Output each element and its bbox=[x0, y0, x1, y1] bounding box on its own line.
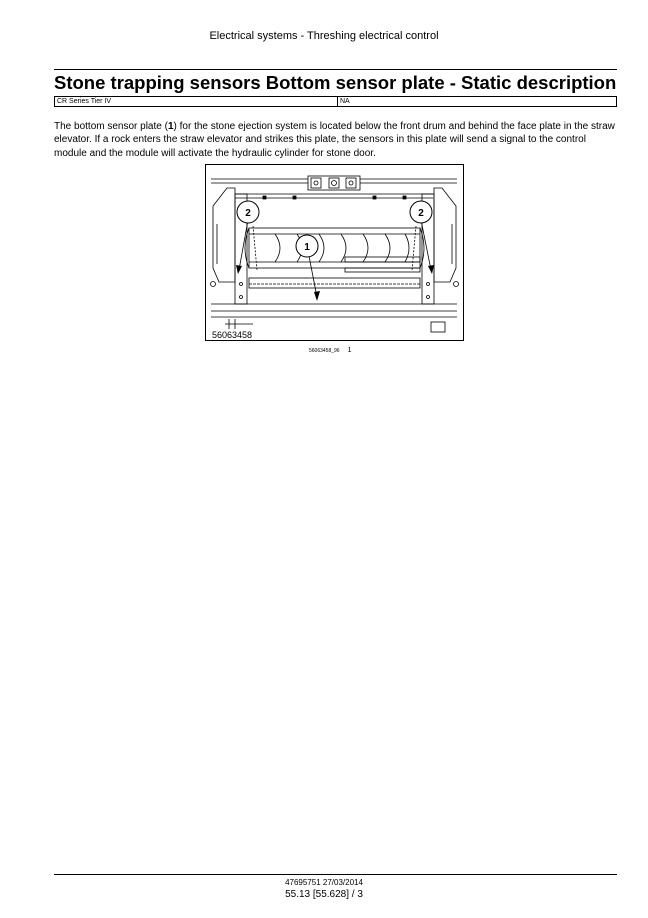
paragraph-ref: 1 bbox=[167, 121, 174, 132]
footer-doc-ref: 47695751 27/03/2014 bbox=[285, 878, 363, 887]
paragraph-part1: The bottom sensor plate ( bbox=[54, 121, 168, 132]
region-cell: NA bbox=[340, 98, 350, 105]
sensor-plate-figure bbox=[205, 164, 464, 341]
footer-rule bbox=[54, 874, 617, 875]
callout-1 bbox=[296, 235, 318, 257]
applicability-table bbox=[54, 96, 617, 107]
paragraph-part2: ) for the stone ejection system is located below the front drum and behind the face plate in the straw elevator. If a rock enters the straw elevator and strikes this plate, the sensors in this plate will send a signal to the control module and the module will activate the hydraulic cylinder for stone door. bbox=[54, 121, 615, 159]
callout-2-left bbox=[237, 201, 259, 223]
image-number: 56063458 bbox=[212, 330, 253, 340]
svg-text:2: 2 bbox=[245, 208, 251, 219]
svg-text:2: 2 bbox=[418, 208, 424, 219]
description-paragraph bbox=[54, 120, 619, 160]
sensor-plate-illustration bbox=[205, 164, 464, 341]
figure-caption-id: 56063458_96 bbox=[309, 348, 340, 354]
footer-page-number: 55.13 [55.628] / 3 bbox=[285, 889, 363, 900]
figure-caption-number: 1 bbox=[347, 347, 352, 354]
running-header: Electrical systems - Threshing electrical control bbox=[209, 30, 439, 42]
title-rule bbox=[54, 69, 617, 70]
figure-caption bbox=[309, 347, 352, 354]
model-cell: CR Series Tier IV bbox=[55, 97, 338, 106]
callout-2-right bbox=[410, 201, 432, 223]
svg-text:1: 1 bbox=[304, 242, 310, 253]
page-title: Stone trapping sensors Bottom sensor plate - Static description bbox=[54, 72, 617, 93]
